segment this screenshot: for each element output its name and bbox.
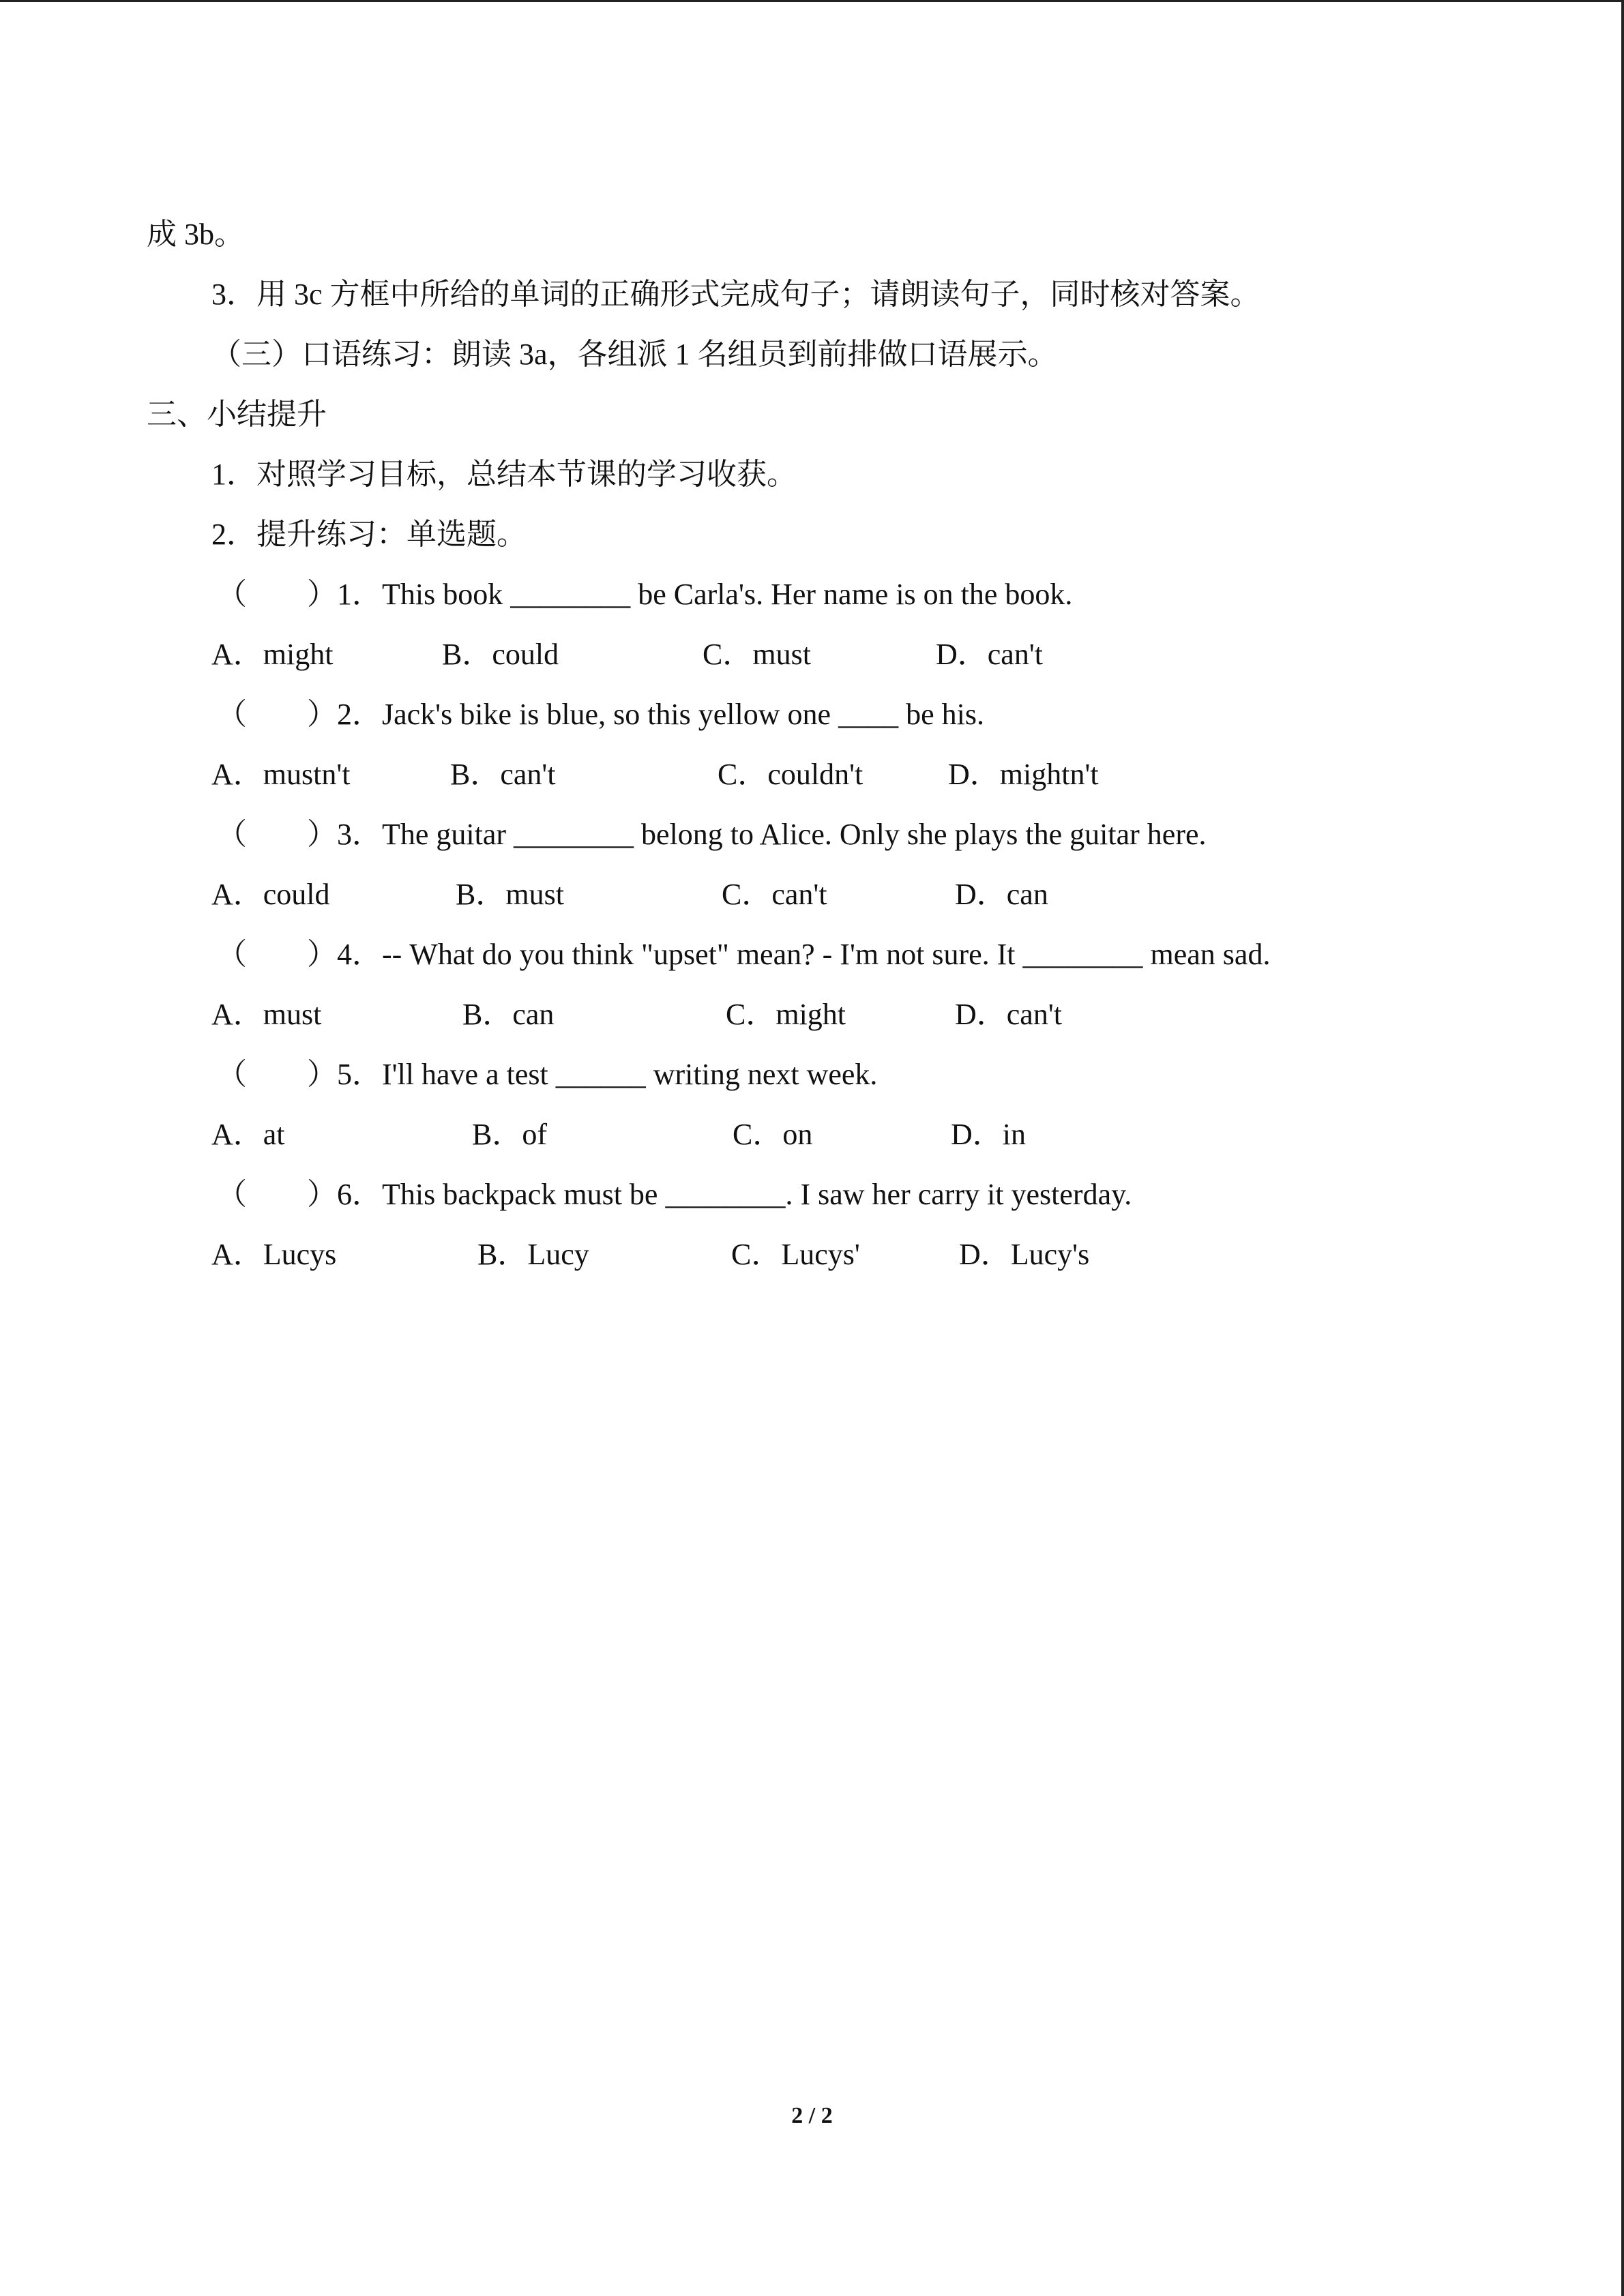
question-2-option-d: D．mightn't xyxy=(948,758,1099,791)
question-6-option-a: A．Lucys xyxy=(211,1238,337,1271)
question-4-option-d: D．can't xyxy=(955,998,1062,1031)
page-top-border xyxy=(0,0,1624,2)
question-stem-4: （ ）4．-- What do you think "upset" mean? - I'm not sure. It ________ mean sad. xyxy=(217,938,1271,971)
question-5-option-a: A．at xyxy=(211,1118,285,1151)
question-stem-6: （ ）6．This backpack must be ________. I saw her carry it yesterday. xyxy=(217,1178,1132,1211)
question-4-option-b: B．can xyxy=(462,998,555,1031)
question-3-option-b: B．must xyxy=(456,878,564,911)
question-6-option-c: C．Lucys' xyxy=(731,1238,860,1271)
section-heading: 三、小结提升 xyxy=(147,398,327,431)
question-1-option-d: D．can't xyxy=(936,638,1043,671)
question-2-option-c: C．couldn't xyxy=(718,758,863,791)
page-number: 2 / 2 xyxy=(791,2103,833,2128)
question-6-option-b: B．Lucy xyxy=(477,1238,589,1271)
intro-line-1: 成 3b。 xyxy=(147,218,244,251)
intro-line-3: （三）口语练习：朗读 3a，各组派 1 名组员到前排做口语展示。 xyxy=(211,338,1058,371)
question-1-option-b: B．could xyxy=(442,638,559,671)
question-3-option-c: C．can't xyxy=(722,878,827,911)
question-4-option-c: C．might xyxy=(726,998,846,1031)
question-5-option-c: C．on xyxy=(733,1118,813,1151)
page-right-border xyxy=(1621,0,1624,2296)
question-stem-3: （ ）3．The guitar ________ belong to Alice. Only she plays the guitar here. xyxy=(217,818,1207,851)
intro-line-2: 3．用 3c 方框中所给的单词的正确形式完成句子；请朗读句子，同时核对答案。 xyxy=(211,278,1260,311)
question-4-option-a: A．must xyxy=(211,998,322,1031)
question-stem-5: （ ）5．I'll have a test ______ writing next week. xyxy=(217,1058,878,1091)
section-item-1: 1．对照学习目标，总结本节课的学习收获。 xyxy=(211,458,797,491)
question-3-option-a: A．could xyxy=(211,878,330,911)
question-6-option-d: D．Lucy's xyxy=(959,1238,1090,1271)
section-item-2: 2．提升练习：单选题。 xyxy=(211,518,527,551)
question-2-option-a: A．mustn't xyxy=(211,758,351,791)
question-5-option-b: B．of xyxy=(472,1118,547,1151)
question-stem-1: （ ）1．This book ________ be Carla's. Her name is on the book. xyxy=(217,578,1073,611)
question-5-option-d: D．in xyxy=(951,1118,1026,1151)
question-2-option-b: B．can't xyxy=(450,758,556,791)
question-3-option-d: D．can xyxy=(955,878,1048,911)
question-1-option-c: C．must xyxy=(703,638,811,671)
question-stem-2: （ ）2．Jack's bike is blue, so this yellow one ____ be his. xyxy=(217,698,984,731)
question-1-option-a: A．might xyxy=(211,638,334,671)
